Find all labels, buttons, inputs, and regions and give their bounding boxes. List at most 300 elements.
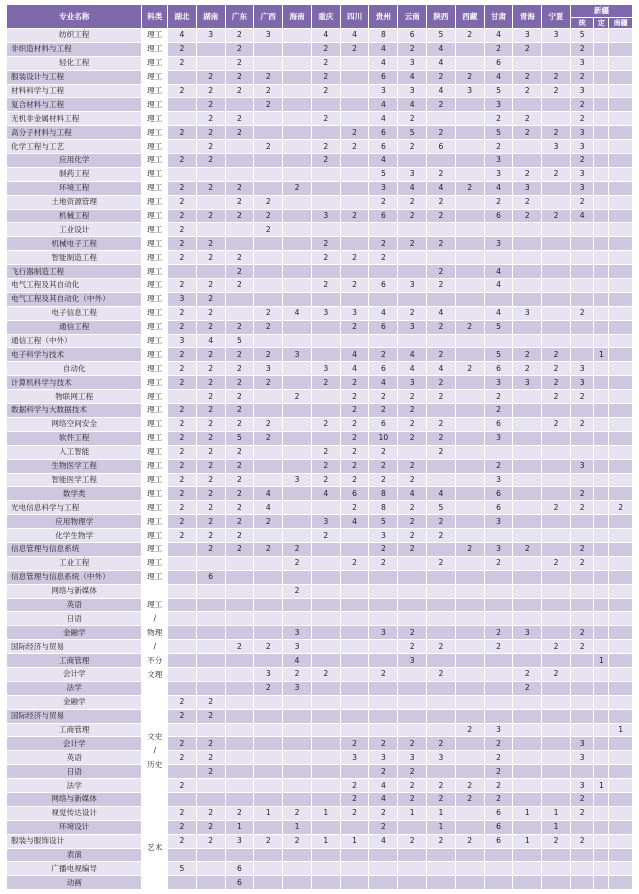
major-name: 通信工程: [7, 320, 142, 334]
quota-cell: [455, 42, 484, 56]
quota-cell: 2: [196, 404, 225, 418]
quota-cell: [609, 654, 633, 668]
quota-cell: [455, 737, 484, 751]
quota-cell: 3: [542, 29, 571, 43]
major-name: 金融学: [7, 695, 142, 709]
quota-cell: [283, 251, 312, 265]
quota-cell: [594, 723, 609, 737]
major-name: 服装与服饰设计: [7, 834, 142, 848]
quota-cell: 3: [484, 723, 513, 737]
quota-cell: [455, 223, 484, 237]
quota-cell: [283, 501, 312, 515]
quota-cell: 3: [427, 751, 456, 765]
quota-cell: 3: [225, 834, 254, 848]
category-label-line: 不分: [147, 655, 163, 665]
quota-cell: [283, 737, 312, 751]
quota-cell: 6: [484, 820, 513, 834]
quota-cell: [609, 376, 633, 390]
quota-cell: [455, 390, 484, 404]
quota-cell: [225, 751, 254, 765]
quota-cell: [311, 584, 340, 598]
quota-cell: 2: [455, 320, 484, 334]
header-province: 湖北: [168, 5, 197, 29]
quota-cell: [609, 598, 633, 612]
quota-cell: 2: [225, 265, 254, 279]
header-province: 云南: [398, 5, 427, 29]
quota-cell: 2: [369, 473, 398, 487]
quota-cell: 2: [427, 737, 456, 751]
quota-cell: 3: [513, 306, 542, 320]
quota-cell: [542, 876, 571, 890]
quota-cell: 5: [369, 167, 398, 181]
quota-cell: [340, 529, 369, 543]
quota-cell: [283, 98, 312, 112]
quota-cell: [542, 195, 571, 209]
quota-cell: [484, 667, 513, 681]
quota-cell: [594, 445, 609, 459]
quota-cell: [513, 737, 542, 751]
quota-cell: 2: [484, 556, 513, 570]
category-cell: 理工: [142, 56, 168, 70]
quota-cell: 2: [513, 542, 542, 556]
quota-cell: [513, 223, 542, 237]
table-row: [7, 195, 633, 209]
quota-cell: 2: [254, 195, 283, 209]
quota-cell: [196, 584, 225, 598]
quota-cell: [427, 112, 456, 126]
quota-cell: [369, 223, 398, 237]
quota-cell: [542, 223, 571, 237]
quota-cell: 2: [168, 56, 197, 70]
quota-cell: 2: [398, 515, 427, 529]
quota-cell: [609, 459, 633, 473]
quota-cell: [455, 515, 484, 529]
quota-cell: [254, 654, 283, 668]
quota-cell: 10: [369, 431, 398, 445]
quota-cell: [594, 792, 609, 806]
quota-cell: [254, 862, 283, 876]
quota-cell: [340, 723, 369, 737]
quota-cell: [427, 848, 456, 862]
quota-cell: 2: [427, 792, 456, 806]
quota-cell: [609, 195, 633, 209]
quota-cell: [542, 473, 571, 487]
quota-cell: [225, 140, 254, 154]
quota-cell: [225, 737, 254, 751]
quota-cell: [311, 626, 340, 640]
quota-cell: [513, 792, 542, 806]
quota-cell: 4: [254, 501, 283, 515]
quota-cell: [455, 417, 484, 431]
major-name: 物联网工程: [7, 390, 142, 404]
quota-cell: 2: [513, 42, 542, 56]
quota-cell: 2: [398, 417, 427, 431]
quota-cell: [594, 681, 609, 695]
quota-cell: 2: [196, 306, 225, 320]
quota-cell: [455, 709, 484, 723]
quota-cell: 4: [484, 29, 513, 43]
quota-cell: [594, 487, 609, 501]
quota-cell: 2: [542, 501, 571, 515]
quota-cell: 2: [570, 487, 593, 501]
quota-cell: [455, 306, 484, 320]
quota-cell: 2: [398, 737, 427, 751]
quota-cell: [254, 334, 283, 348]
major-name: 环境工程: [7, 181, 142, 195]
quota-cell: [570, 681, 593, 695]
major-name: 电子科学与技术: [7, 348, 142, 362]
category-cell: 理工: [142, 251, 168, 265]
quota-cell: [168, 612, 197, 626]
quota-cell: [513, 515, 542, 529]
quota-cell: [570, 695, 593, 709]
quota-cell: [427, 876, 456, 890]
quota-cell: 2: [168, 348, 197, 362]
quota-cell: 2: [542, 167, 571, 181]
quota-cell: [484, 251, 513, 265]
major-name: 工商管理: [7, 654, 142, 668]
quota-cell: [542, 431, 571, 445]
quota-cell: [609, 251, 633, 265]
quota-cell: [484, 848, 513, 862]
quota-cell: [311, 640, 340, 654]
quota-cell: [340, 640, 369, 654]
quota-cell: 2: [168, 501, 197, 515]
quota-cell: [513, 98, 542, 112]
quota-cell: [594, 334, 609, 348]
header-province: 甘肃: [484, 5, 513, 29]
quota-cell: [542, 459, 571, 473]
quota-cell: [283, 487, 312, 501]
quota-cell: [254, 529, 283, 543]
quota-cell: 2: [369, 542, 398, 556]
quota-cell: [542, 334, 571, 348]
table-row: [7, 723, 633, 737]
quota-cell: [484, 654, 513, 668]
quota-cell: 2: [398, 765, 427, 779]
category-label-line: 文史: [147, 731, 163, 741]
quota-cell: [196, 167, 225, 181]
quota-cell: 2: [225, 515, 254, 529]
quota-cell: 2: [311, 251, 340, 265]
quota-cell: 2: [542, 348, 571, 362]
quota-cell: [455, 570, 484, 584]
table-row: [7, 126, 633, 140]
quota-cell: 3: [283, 348, 312, 362]
quota-cell: [283, 84, 312, 98]
quota-cell: 2: [196, 431, 225, 445]
quota-cell: [283, 154, 312, 168]
quota-cell: [311, 431, 340, 445]
quota-cell: 2: [570, 556, 593, 570]
quota-cell: [283, 334, 312, 348]
quota-cell: [398, 584, 427, 598]
quota-cell: [427, 542, 456, 556]
quota-cell: 2: [369, 237, 398, 251]
quota-cell: [609, 334, 633, 348]
quota-cell: 2: [398, 390, 427, 404]
quota-cell: 3: [398, 751, 427, 765]
quota-cell: [340, 709, 369, 723]
quota-cell: 2: [484, 765, 513, 779]
major-name: 电气工程及其自动化（中外）: [7, 292, 142, 306]
quota-cell: [513, 251, 542, 265]
quota-cell: [594, 292, 609, 306]
quota-cell: [542, 292, 571, 306]
quota-cell: [340, 292, 369, 306]
quota-cell: [254, 598, 283, 612]
quota-cell: [168, 654, 197, 668]
quota-cell: 2: [570, 195, 593, 209]
quota-cell: 6: [369, 279, 398, 293]
quota-cell: [570, 404, 593, 418]
quota-cell: [225, 98, 254, 112]
quota-cell: [398, 154, 427, 168]
quota-cell: 3: [570, 362, 593, 376]
table-row: [7, 154, 633, 168]
quota-cell: [542, 612, 571, 626]
quota-cell: 2: [340, 445, 369, 459]
quota-cell: 6: [340, 487, 369, 501]
table-row: [7, 140, 633, 154]
quota-cell: 2: [196, 390, 225, 404]
quota-cell: [283, 459, 312, 473]
major-name: 法学: [7, 681, 142, 695]
category-cell: 理工: [142, 417, 168, 431]
quota-cell: [225, 292, 254, 306]
quota-cell: 2: [196, 445, 225, 459]
quota-cell: [168, 390, 197, 404]
quota-cell: [542, 251, 571, 265]
quota-cell: 2: [398, 640, 427, 654]
quota-cell: [542, 723, 571, 737]
category-cell: 理工: [142, 140, 168, 154]
quota-cell: 2: [398, 501, 427, 515]
quota-cell: [594, 279, 609, 293]
quota-cell: 2: [398, 473, 427, 487]
quota-cell: [225, 709, 254, 723]
quota-cell: 2: [168, 126, 197, 140]
quota-cell: [609, 265, 633, 279]
quota-cell: [513, 334, 542, 348]
quota-cell: [311, 820, 340, 834]
quota-cell: [340, 542, 369, 556]
quota-cell: 2: [455, 834, 484, 848]
quota-cell: 2: [311, 417, 340, 431]
quota-cell: 2: [542, 376, 571, 390]
header-category: 科类: [142, 5, 168, 29]
quota-cell: [369, 265, 398, 279]
quota-cell: 2: [484, 404, 513, 418]
quota-cell: [196, 556, 225, 570]
quota-cell: [254, 695, 283, 709]
quota-cell: [484, 445, 513, 459]
quota-cell: 2: [254, 834, 283, 848]
quota-cell: 3: [513, 376, 542, 390]
table-row: [7, 487, 633, 501]
header-province: 四川: [340, 5, 369, 29]
quota-cell: 2: [168, 445, 197, 459]
quota-cell: [513, 431, 542, 445]
quota-cell: 2: [196, 737, 225, 751]
quota-cell: [609, 126, 633, 140]
quota-cell: 2: [254, 681, 283, 695]
quota-cell: [594, 584, 609, 598]
quota-cell: [455, 556, 484, 570]
quota-cell: [340, 70, 369, 84]
quota-cell: 2: [570, 70, 593, 84]
quota-cell: 2: [340, 404, 369, 418]
major-name: 数学类: [7, 487, 142, 501]
quota-cell: 2: [455, 779, 484, 793]
quota-cell: 2: [570, 42, 593, 56]
quota-cell: 2: [427, 279, 456, 293]
quota-cell: 5: [427, 501, 456, 515]
quota-cell: 2: [570, 390, 593, 404]
quota-cell: [369, 640, 398, 654]
category-cell: 理工: [142, 348, 168, 362]
quota-cell: 4: [570, 209, 593, 223]
quota-cell: 2: [254, 70, 283, 84]
quota-cell: [283, 70, 312, 84]
quota-cell: [542, 181, 571, 195]
quota-cell: [570, 570, 593, 584]
quota-cell: [283, 237, 312, 251]
quota-cell: 6: [484, 806, 513, 820]
quota-cell: [225, 154, 254, 168]
quota-cell: [609, 709, 633, 723]
quota-cell: 2: [542, 556, 571, 570]
quota-cell: 2: [196, 251, 225, 265]
category-cell: 理工: [142, 181, 168, 195]
quota-cell: 3: [570, 126, 593, 140]
quota-cell: [484, 876, 513, 890]
quota-cell: [513, 876, 542, 890]
quota-cell: 6: [225, 862, 254, 876]
quota-cell: 6: [369, 70, 398, 84]
quota-cell: [542, 98, 571, 112]
quota-cell: [594, 112, 609, 126]
quota-cell: [594, 140, 609, 154]
quota-cell: [398, 876, 427, 890]
quota-cell: 2: [427, 98, 456, 112]
quota-cell: [311, 404, 340, 418]
major-name: 智能制造工程: [7, 251, 142, 265]
quota-cell: [609, 445, 633, 459]
quota-cell: 5: [398, 126, 427, 140]
major-name: 动画: [7, 876, 142, 890]
quota-cell: [570, 279, 593, 293]
category-cell: 理工: [142, 237, 168, 251]
quota-cell: [340, 112, 369, 126]
quota-cell: [455, 876, 484, 890]
quota-cell: 1: [542, 820, 571, 834]
quota-cell: 3: [484, 431, 513, 445]
table-row: [7, 695, 633, 709]
quota-cell: 4: [427, 56, 456, 70]
quota-cell: [609, 848, 633, 862]
quota-cell: [594, 376, 609, 390]
quota-cell: 2: [484, 779, 513, 793]
quota-cell: [609, 42, 633, 56]
quota-cell: 4: [168, 29, 197, 43]
category-cell: 理工: [142, 362, 168, 376]
quota-cell: [484, 334, 513, 348]
table-row: [7, 29, 633, 43]
quota-cell: 6: [484, 209, 513, 223]
quota-cell: 2: [196, 112, 225, 126]
quota-cell: [455, 404, 484, 418]
quota-cell: 5: [484, 126, 513, 140]
quota-cell: [427, 251, 456, 265]
quota-cell: 2: [484, 42, 513, 56]
quota-cell: [455, 848, 484, 862]
quota-cell: [369, 681, 398, 695]
quota-cell: [283, 529, 312, 543]
quota-cell: [455, 445, 484, 459]
quota-cell: 3: [484, 515, 513, 529]
table-row: [7, 626, 633, 640]
quota-cell: [427, 681, 456, 695]
quota-cell: [283, 779, 312, 793]
quota-cell: 4: [484, 306, 513, 320]
quota-cell: 2: [340, 42, 369, 56]
quota-cell: [542, 515, 571, 529]
quota-cell: 4: [340, 515, 369, 529]
quota-cell: 4: [369, 154, 398, 168]
quota-cell: 2: [513, 362, 542, 376]
quota-cell: 1: [311, 806, 340, 820]
quota-cell: [570, 765, 593, 779]
quota-cell: 8: [369, 487, 398, 501]
quota-cell: [609, 181, 633, 195]
quota-cell: [254, 154, 283, 168]
quota-cell: 3: [369, 751, 398, 765]
quota-cell: [609, 834, 633, 848]
category-label-line: /: [153, 641, 156, 651]
category-cell: 理工: [142, 292, 168, 306]
quota-cell: [594, 765, 609, 779]
quota-cell: 2: [340, 279, 369, 293]
quota-cell: 2: [455, 542, 484, 556]
quota-cell: [398, 265, 427, 279]
table-row: [7, 529, 633, 543]
quota-cell: 2: [369, 556, 398, 570]
major-name: 制药工程: [7, 167, 142, 181]
quota-cell: [542, 626, 571, 640]
quota-cell: 2: [311, 84, 340, 98]
major-name: 会计学: [7, 737, 142, 751]
quota-cell: [513, 417, 542, 431]
quota-cell: 4: [340, 362, 369, 376]
quota-cell: 1: [225, 820, 254, 834]
quota-cell: 3: [484, 167, 513, 181]
quota-cell: [594, 306, 609, 320]
quota-cell: 2: [340, 737, 369, 751]
quota-cell: [513, 556, 542, 570]
quota-cell: 3: [369, 626, 398, 640]
quota-cell: [225, 306, 254, 320]
quota-cell: [513, 56, 542, 70]
quota-cell: [570, 529, 593, 543]
quota-cell: 2: [225, 279, 254, 293]
quota-cell: [254, 723, 283, 737]
quota-cell: 2: [283, 806, 312, 820]
quota-cell: 3: [311, 306, 340, 320]
quota-cell: [427, 223, 456, 237]
quota-cell: [311, 876, 340, 890]
table-row: [7, 306, 633, 320]
